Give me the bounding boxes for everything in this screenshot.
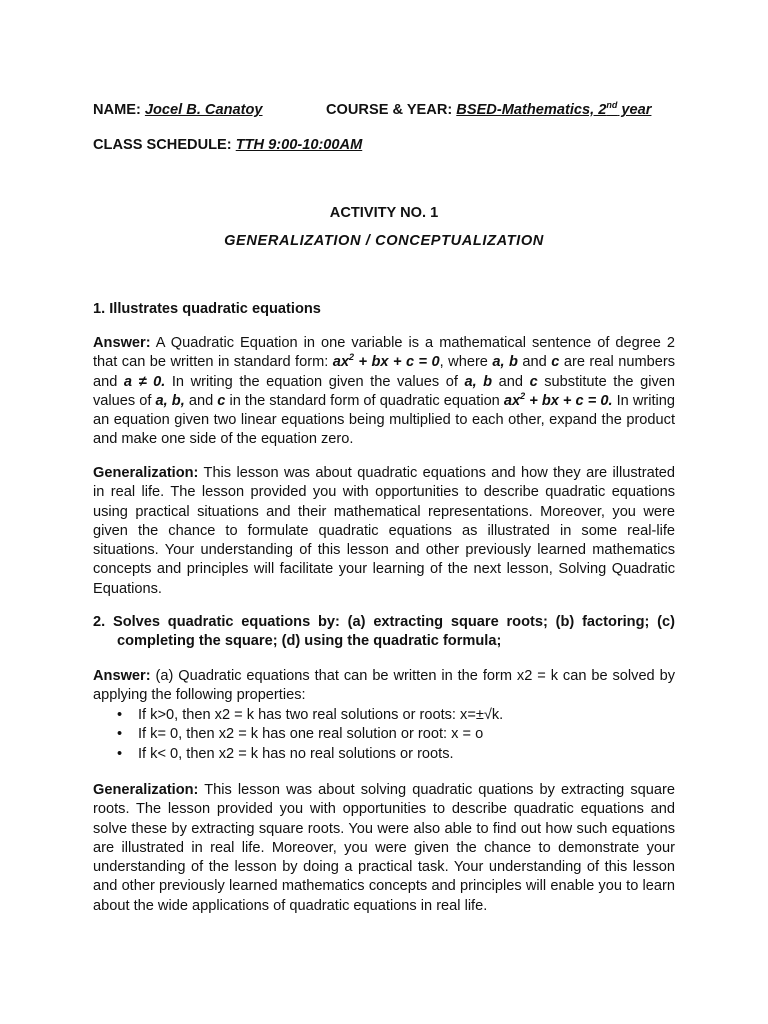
section2-answer: Answer: (a) Quadratic equations that can be written in the form x2 = k can be solved by applying the following properties: xyxy=(93,668,675,704)
course-value: BSED-Mathematics, 2nd year xyxy=(456,100,652,118)
list-item: • If k< 0, then x2 = k has no real solutions or roots. xyxy=(117,745,454,762)
properties-list xyxy=(93,706,675,764)
activity-subtitle: GENERALIZATION / CONCEPTUALIZATION xyxy=(224,233,544,249)
schedule-value: TTH 9:00-10:00AM xyxy=(235,137,363,153)
name-value: Jocel B. Canatoy xyxy=(144,102,263,118)
name-label: NAME: xyxy=(93,102,141,118)
list-item: • If k>0, then x2 = k has two real solutions or roots: x=±√k. xyxy=(117,707,504,723)
section1-heading: 1. Illustrates quadratic equations xyxy=(93,301,321,317)
section2-heading: 2. Solves quadratic equations by: (a) extracting square roots; (b) factoring; (c) completing the square; (d) using the quadratic formula; xyxy=(93,614,675,650)
section1-answer: Answer: A Quadratic Equation in one variable is a mathematical sentence of degree 2 that can be written in standard form: $ax^2$ + bx + c = 0, where a, b and c are real numbers and a ≠ 0. In writing the equation given the values of a, b and c substitute the given values of a, b, and c in the standard form of quadratic equation $ax^2$ + bx + c = 0. In writing an equation given two linear equations being multiplied to each other, expand the product and make one side of the equation zero. xyxy=(93,335,676,448)
list-item: • If k= 0, then x2 = k has one real solution or root: x = o xyxy=(117,726,484,743)
schedule-label: CLASS SCHEDULE: xyxy=(93,137,232,153)
class-schedule-line xyxy=(93,136,675,155)
activity-title: ACTIVITY NO. 1 xyxy=(329,205,439,221)
section1-generalization: Generalization: This lesson was about quadratic equations and how they are illustrated in real life. The lesson provided you with opportunities to describe quadratic equations using practical situations and their mathematical representations. Moreover, you were given the chance to formulate quadratic equations as illustrated in some real-life situations. Your understanding of this lesson and other previously learned mathematics concepts and principles will facilitate your learning of the next lesson, Solving Quadratic Equations. xyxy=(93,465,675,597)
course-label: COURSE & YEAR: xyxy=(326,102,453,118)
section2-generalization: Generalization: This lesson was about solving quadratic quations by extracting square roots. The lesson provided you with opportunities to describe quadratic equations and solve these by extracting square roots. You were also able to find out how such equations are illustrated in real life. Moreover, you were given the chance to demonstrate your understanding of the lesson by doing a practical task. Your understanding of this lesson and other previously learned mathematics concepts and principles will enable you to learn about the wide applications of quadratic equations in real life. xyxy=(93,782,675,914)
course-year xyxy=(326,101,675,120)
